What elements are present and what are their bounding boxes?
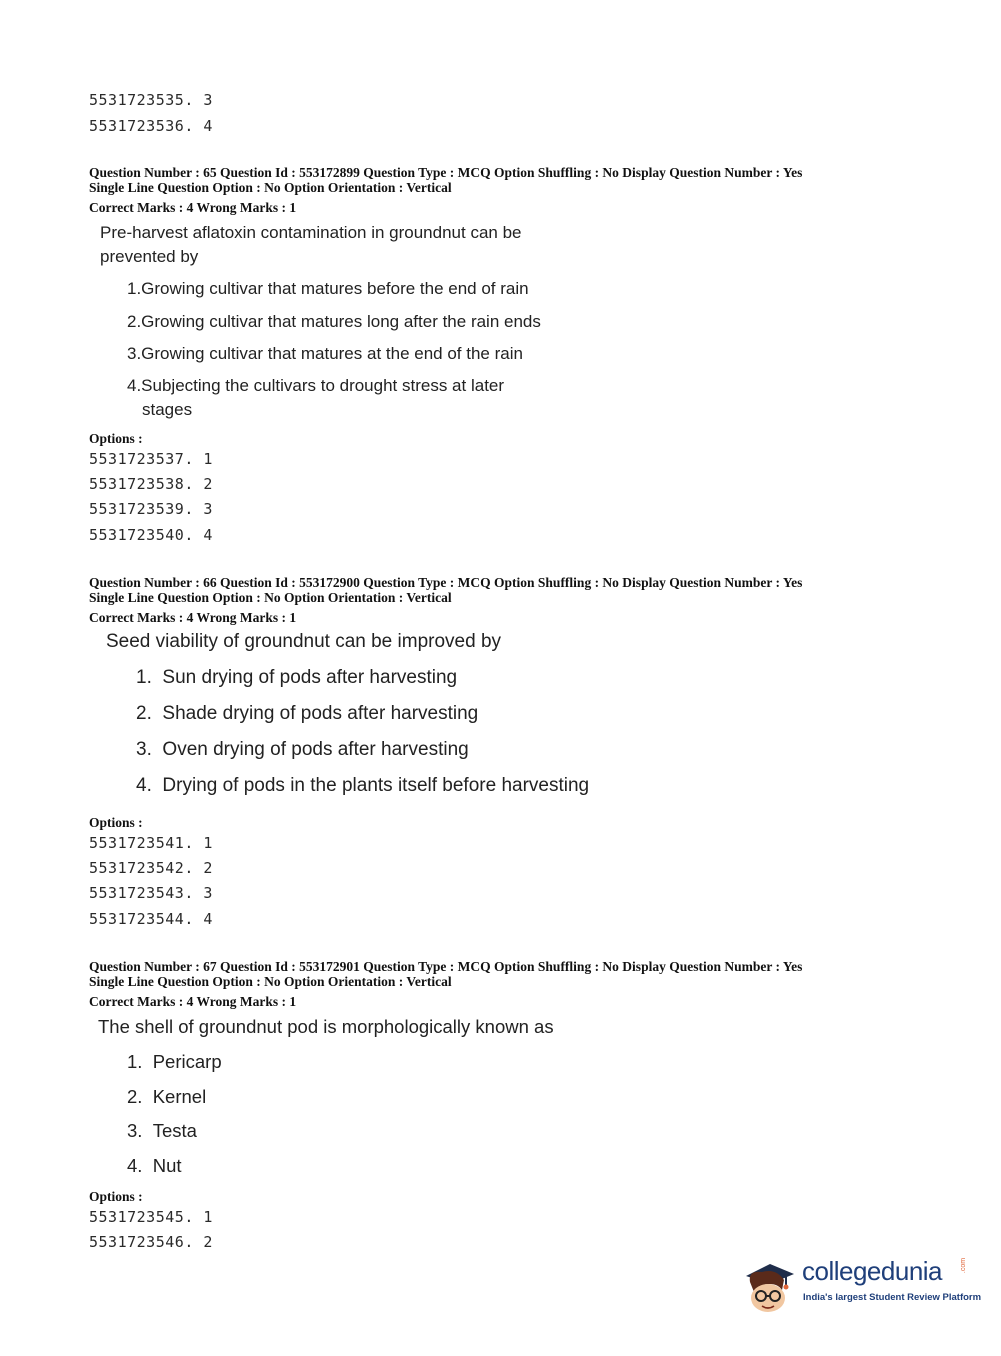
options-label: Options : [89,431,143,446]
question-text: Seed viability of groundnut can be improved by [106,631,502,652]
question-text: Pre-harvest aflatoxin contamination in groundnut can be [100,223,522,242]
choice-item: stages [142,400,193,419]
choice-item: 4. Nut [127,1155,182,1176]
choice-item: 2.Growing cultivar that matures long after the rain ends [127,312,541,331]
question-meta: Question Number : 67 Question Id : 553172901 Question Type : MCQ Option Shuffling : No Display Question Number : Yes [89,959,803,974]
options-label: Options : [89,1189,143,1204]
logo-tagline: India's largest Student Review Platform [803,1292,982,1303]
mascot-icon [740,1250,800,1314]
question-marks: Correct Marks : 4 Wrong Marks : 1 [89,994,297,1009]
question-marks: Correct Marks : 4 Wrong Marks : 1 [89,200,297,215]
option-line: 5531723543. 3 [89,884,213,902]
choice-item: 1.Growing cultivar that matures before the end of rain [127,279,529,298]
logo-domain: .com [960,1257,968,1274]
option-line: 5531723542. 2 [89,859,213,877]
question-meta: Single Line Question Option : No Option Orientation : Vertical [89,180,452,195]
option-line: 5531723541. 1 [89,834,213,852]
option-line: 5531723544. 4 [89,910,213,928]
choice-item: 1. Sun drying of pods after harvesting [136,667,458,688]
question-meta: Question Number : 66 Question Id : 553172900 Question Type : MCQ Option Shuffling : No Display Question Number : Yes [89,575,803,590]
option-line: 5531723539. 3 [89,500,213,518]
choice-item: 2. Kernel [127,1086,207,1107]
option-line: 5531723537. 1 [89,450,213,468]
question-text: prevented by [100,247,199,266]
question-meta: Question Number : 65 Question Id : 553172899 Question Type : MCQ Option Shuffling : No Display Question Number : Yes [89,165,803,180]
choice-item: 1. Pericarp [127,1051,222,1072]
choice-item: 3. Oven drying of pods after harvesting [136,739,469,760]
question-text: The shell of groundnut pod is morphologically known as [98,1016,554,1037]
options-label: Options : [89,815,143,830]
option-line: 5531723538. 2 [89,475,213,493]
option-line: 5531723535. 3 [89,91,213,109]
choice-item: 4. Drying of pods in the plants itself before harvesting [136,775,590,796]
option-line: 5531723536. 4 [89,117,213,135]
option-line: 5531723546. 2 [89,1233,213,1251]
logo-wordmark: collegedunia [802,1256,943,1286]
choice-item: 4.Subjecting the cultivars to drought stress at later [127,376,505,395]
question-meta: Single Line Question Option : No Option Orientation : Vertical [89,974,452,989]
option-line: 5531723545. 1 [89,1208,213,1226]
collegedunia-logo [740,1250,982,1314]
question-marks: Correct Marks : 4 Wrong Marks : 1 [89,610,297,625]
choice-item: 3.Growing cultivar that matures at the end of the rain [127,344,523,363]
question-meta: Single Line Question Option : No Option Orientation : Vertical [89,590,452,605]
choice-item: 2. Shade drying of pods after harvesting [136,703,479,724]
option-line: 5531723540. 4 [89,526,213,544]
choice-item: 3. Testa [127,1120,197,1141]
